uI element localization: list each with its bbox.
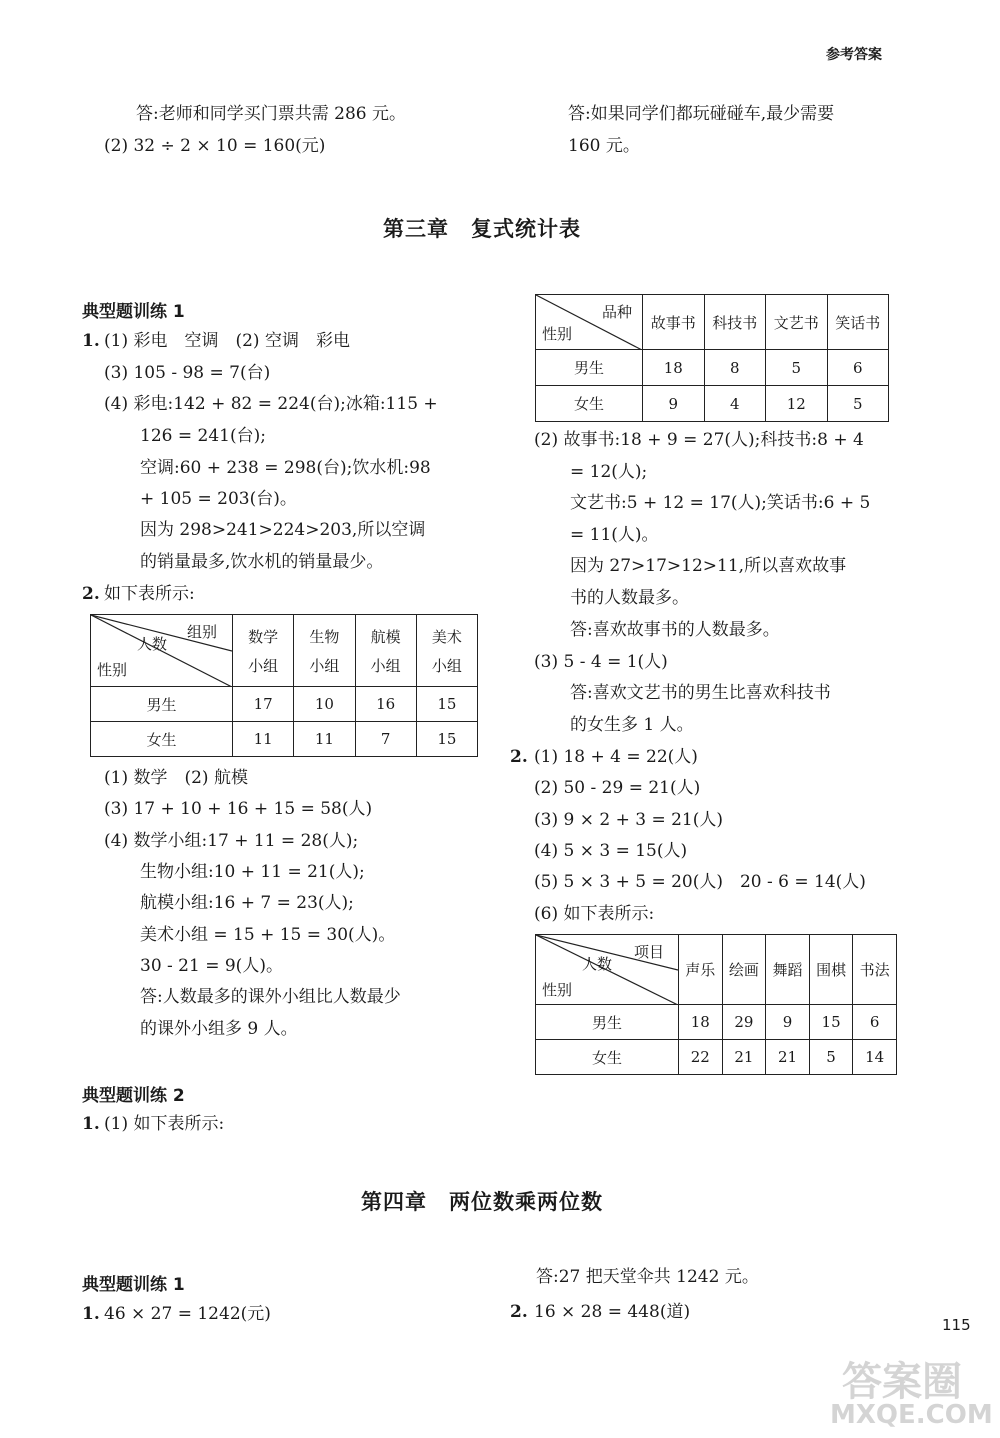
table-row <box>536 1005 897 1040</box>
table-row <box>536 350 889 386</box>
q1-line-7: 因为 298>241>224>203,所以空调 <box>140 520 426 540</box>
r-q2-line-6: (6) 如下表所示: <box>534 904 655 924</box>
table-row <box>536 386 889 422</box>
ch4-q2: 16 × 28 = 448(道) <box>534 1302 691 1322</box>
chapter-4-title: 第四章 两位数乘两位数 <box>361 1190 603 1214</box>
watermark-url: MXQE.COM <box>830 1400 993 1430</box>
r-line-9: 答:喜欢文艺书的男生比喜欢科技书 <box>570 683 831 703</box>
corner-top-label: 品种 <box>602 303 633 321</box>
page-number: 115 <box>942 1316 971 1334</box>
question-number: 2. <box>510 1302 528 1322</box>
q2-line-4: 生物小组:10 + 11 = 21(人); <box>140 862 365 882</box>
r-line-2: = 12(人); <box>570 462 648 482</box>
section-heading-2: 典型题训练 2 <box>82 1086 185 1106</box>
r-line-7: 答:喜欢故事书的人数最多。 <box>570 620 780 640</box>
table-cell: 15 <box>416 722 477 757</box>
top-right-line-2: 160 元。 <box>568 136 640 156</box>
q1-line-1: (1) 彩电 空调 (2) 空调 彩电 <box>104 331 350 351</box>
activity-table <box>535 934 897 1075</box>
r-q2-line-3: (3) 9 × 2 + 3 = 21(人) <box>534 810 723 830</box>
ch4-answer: 答:27 把天堂伞共 1242 元。 <box>536 1267 759 1287</box>
row-label: 男生 <box>536 1005 679 1040</box>
row-label: 女生 <box>536 386 643 422</box>
ch4-q1: 46 × 27 = 1242(元) <box>104 1304 271 1324</box>
table-corner-cell <box>536 935 679 1005</box>
chapter-4-section: 典型题训练 1 <box>82 1275 185 1295</box>
top-left-line-1: 答:老师和同学买门票共需 286 元。 <box>136 104 406 124</box>
q2-line-1: (1) 数学 (2) 航模 <box>104 768 248 788</box>
r-line-3: 文艺书:5 + 12 = 17(人);笑话书:6 + 5 <box>570 493 871 513</box>
chapter-3-title: 第三章 复式统计表 <box>383 217 581 241</box>
q1-line-8: 的销量最多,饮水机的销量最少。 <box>140 552 384 572</box>
table-corner-cell <box>536 295 643 350</box>
corner-top-label: 组别 <box>187 623 218 641</box>
column-header: 故事书 <box>643 295 705 350</box>
question-number: 1. <box>82 331 100 351</box>
q1-line-4: 126 = 241(台); <box>140 426 266 446</box>
column-header: 科技书 <box>704 295 766 350</box>
q2-line-2: (3) 17 + 10 + 16 + 15 = 58(人) <box>104 799 373 819</box>
table-row <box>536 1040 897 1075</box>
question-number: 2. <box>82 584 100 604</box>
r-q2-line-4: (4) 5 × 3 = 15(人) <box>534 841 688 861</box>
top-left-line-2: (2) 32 ÷ 2 × 10 = 160(元) <box>104 136 326 156</box>
table-cell: 29 <box>722 1005 766 1040</box>
table-cell: 11 <box>294 722 355 757</box>
r-line-6: 书的人数最多。 <box>570 588 689 608</box>
r-line-4: = 11(人)。 <box>570 525 659 545</box>
table-cell: 11 <box>233 722 294 757</box>
book-table <box>535 294 889 422</box>
watermark-logo: 答案圈 <box>842 1359 962 1405</box>
table-cell: 12 <box>766 386 828 422</box>
q2-line-6: 美术小组 = 15 + 15 = 30(人)。 <box>140 925 396 945</box>
q2-line-8: 答:人数最多的课外小组比人数最少 <box>140 987 401 1007</box>
row-label: 女生 <box>91 722 233 757</box>
q1-line-6: + 105 = 203(台)。 <box>140 489 297 509</box>
q2-line-9: 的课外小组多 9 人。 <box>140 1019 298 1039</box>
row-label: 男生 <box>536 350 643 386</box>
r-line-10: 的女生多 1 人。 <box>570 715 694 735</box>
table-cell: 18 <box>643 350 705 386</box>
table-cell: 14 <box>853 1040 897 1075</box>
table-cell: 5 <box>766 350 828 386</box>
table-cell: 10 <box>294 687 355 722</box>
column-header: 绘画 <box>722 935 766 1005</box>
table-cell: 8 <box>704 350 766 386</box>
table-cell: 5 <box>827 386 889 422</box>
q2-line-7: 30 - 21 = 9(人)。 <box>140 956 283 976</box>
column-header: 航模 小组 <box>355 615 416 687</box>
top-right-line-1: 答:如果同学们都玩碰碰车,最少需要 <box>568 104 835 124</box>
table-row <box>91 722 478 757</box>
table-cell: 22 <box>679 1040 723 1075</box>
table-cell: 17 <box>233 687 294 722</box>
r-q2-line-1: (1) 18 + 4 = 22(人) <box>534 747 698 767</box>
column-header: 笑话书 <box>827 295 889 350</box>
table-cell: 21 <box>722 1040 766 1075</box>
r-line-1: (2) 故事书:18 + 9 = 27(人);科技书:8 + 4 <box>534 430 864 450</box>
q1-line-3: (4) 彩电:142 + 82 = 224(台);冰箱:115 + <box>104 394 438 414</box>
s2-q1-line: (1) 如下表所示: <box>104 1114 225 1134</box>
r-q2-line-5: (5) 5 × 3 + 5 = 20(人) 20 - 6 = 14(人) <box>534 872 866 892</box>
corner-top-label: 项目 <box>634 943 665 961</box>
question-number: 1. <box>82 1114 100 1134</box>
corner-bottom-label: 性别 <box>542 981 573 999</box>
column-header: 书法 <box>853 935 897 1005</box>
table-cell: 7 <box>355 722 416 757</box>
table-cell: 9 <box>766 1005 810 1040</box>
r-line-8: (3) 5 - 4 = 1(人) <box>534 652 668 672</box>
table-cell: 15 <box>809 1005 853 1040</box>
q1-line-5: 空调:60 + 238 = 298(台);饮水机:98 <box>140 458 431 478</box>
table-cell: 6 <box>853 1005 897 1040</box>
row-label: 女生 <box>536 1040 679 1075</box>
table-row <box>91 687 478 722</box>
table-cell: 18 <box>679 1005 723 1040</box>
page-header: 参考答案 <box>826 47 882 63</box>
table-cell: 16 <box>355 687 416 722</box>
column-header: 文艺书 <box>766 295 828 350</box>
r-line-5: 因为 27>17>12>11,所以喜欢故事 <box>570 556 847 576</box>
q2-line-5: 航模小组:16 + 7 = 23(人); <box>140 893 354 913</box>
question-number: 1. <box>82 1304 100 1324</box>
r-q2-line-2: (2) 50 - 29 = 21(人) <box>534 778 701 798</box>
q2-line-3: (4) 数学小组:17 + 11 = 28(人); <box>104 831 359 851</box>
section-heading: 典型题训练 1 <box>82 302 185 322</box>
q2-intro: 如下表所示: <box>104 584 195 604</box>
table-cell: 21 <box>766 1040 810 1075</box>
group-table <box>90 614 478 757</box>
table-cell: 4 <box>704 386 766 422</box>
corner-mid-label: 人数 <box>582 955 613 973</box>
table-corner-cell <box>91 615 233 687</box>
table-cell: 9 <box>643 386 705 422</box>
table-cell: 15 <box>416 687 477 722</box>
column-header: 生物 小组 <box>294 615 355 687</box>
table-cell: 5 <box>809 1040 853 1075</box>
corner-bottom-label: 性别 <box>97 661 128 679</box>
row-label: 男生 <box>91 687 233 722</box>
question-number: 2. <box>510 747 528 767</box>
corner-bottom-label: 性别 <box>542 325 573 343</box>
table-cell: 6 <box>827 350 889 386</box>
column-header: 舞蹈 <box>766 935 810 1005</box>
corner-mid-label: 人数 <box>137 635 168 653</box>
column-header: 围棋 <box>809 935 853 1005</box>
column-header: 数学 小组 <box>233 615 294 687</box>
q1-line-2: (3) 105 - 98 = 7(台) <box>104 363 271 383</box>
column-header: 声乐 <box>679 935 723 1005</box>
column-header: 美术 小组 <box>416 615 477 687</box>
